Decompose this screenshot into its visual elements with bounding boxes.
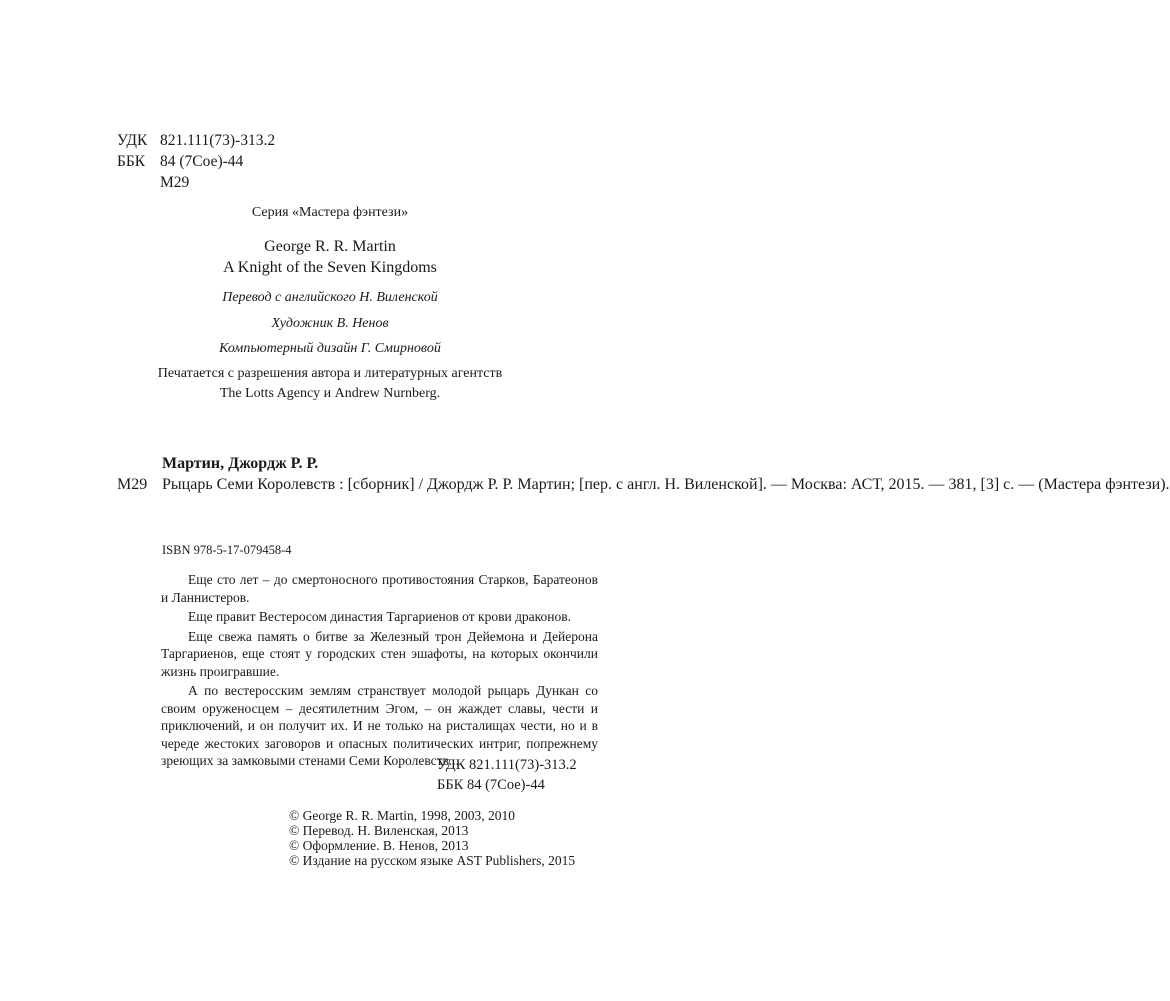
annotation-paragraph: Еще свежа память о битве за Железный трон Дейемона и Дейерона Таргариенов, еще стоят у городских стен эшафоты, на которых окончили жизнь проигравшие. — [161, 628, 598, 679]
bottom-bbk: ББК 84 (7Сое)-44 — [437, 777, 545, 793]
series-name: Серия «Мастера фэнтези» — [251, 205, 409, 220]
bbk-value: 84 (7Сое)-44 — [160, 153, 244, 170]
permission-line: Печатается с разрешения автора и литературных агентств — [157, 366, 503, 381]
original-title: A Knight of the Seven Kingdoms — [223, 259, 437, 276]
catalog-author-heading: Мартин, Джордж Р. Р. — [162, 455, 319, 472]
artist-credit: Художник В. Ненов — [271, 316, 389, 331]
udk-row — [117, 130, 275, 151]
bbk-label: ББК — [117, 153, 146, 170]
cutter-code: М29 — [160, 174, 190, 191]
annotation — [161, 571, 598, 770]
copyright-line: © Оформление. В. Ненов, 2013 — [289, 838, 469, 853]
classification-block — [117, 130, 275, 193]
catalog-cutter: М29 — [117, 476, 148, 493]
designer-credit: Компьютерный дизайн Г. Смирновой — [219, 341, 441, 356]
annotation-paragraph: А по вестеросским землям странствует молодой рыцарь Дункан со своим оруженосцем – десятилетним Эгом, – он жаждет славы, чести и приключений, и он получит их. И не только на ристалищах чести, но и в череде жестоких заговоров и опасных политических интриг, попрежнему зреющих за замковыми стенами Семи Королевств... — [161, 683, 598, 768]
copyright-line: © George R. R. Martin, 1998, 2003, 2010 — [289, 808, 515, 823]
bottom-classification — [437, 755, 577, 795]
bbk-row — [117, 151, 275, 172]
annotation-paragraph: Еще сто лет – до смертоносного противостояния Старков, Баратеонов и Ланнистеров. — [161, 572, 598, 605]
translator-credit: Перевод с английского Н. Виленской — [222, 290, 438, 305]
annotation-paragraph: Еще правит Вестеросом династия Таргариенов от крови драконов. — [188, 609, 572, 624]
isbn: ISBN 978-5-17-079458-4 — [162, 543, 292, 557]
udk-value: 821.111(73)-313.2 — [160, 132, 276, 149]
original-author: George R. R. Martin — [264, 238, 396, 255]
catalog-description: Рыцарь Семи Королевств : [сборник] / Джордж Р. Р. Мартин; [пер. с англ. Н. Виленской]. — Москва: АСТ, 2015. — 381, [3] с. — (Мастера фэнтези). — [162, 476, 1170, 493]
permission-line: The Lotts Agency и Andrew Nurnberg. — [219, 386, 441, 401]
copyright-line: © Издание на русском языке AST Publishers, 2015 — [289, 853, 576, 868]
bottom-udk: УДК 821.111(73)-313.2 — [437, 757, 577, 773]
udk-label: УДК — [117, 132, 148, 149]
cutter-row — [117, 172, 275, 193]
copyright-block — [289, 808, 575, 868]
copyright-line: © Перевод. Н. Виленская, 2013 — [289, 823, 469, 838]
permission-notice — [0, 364, 660, 404]
